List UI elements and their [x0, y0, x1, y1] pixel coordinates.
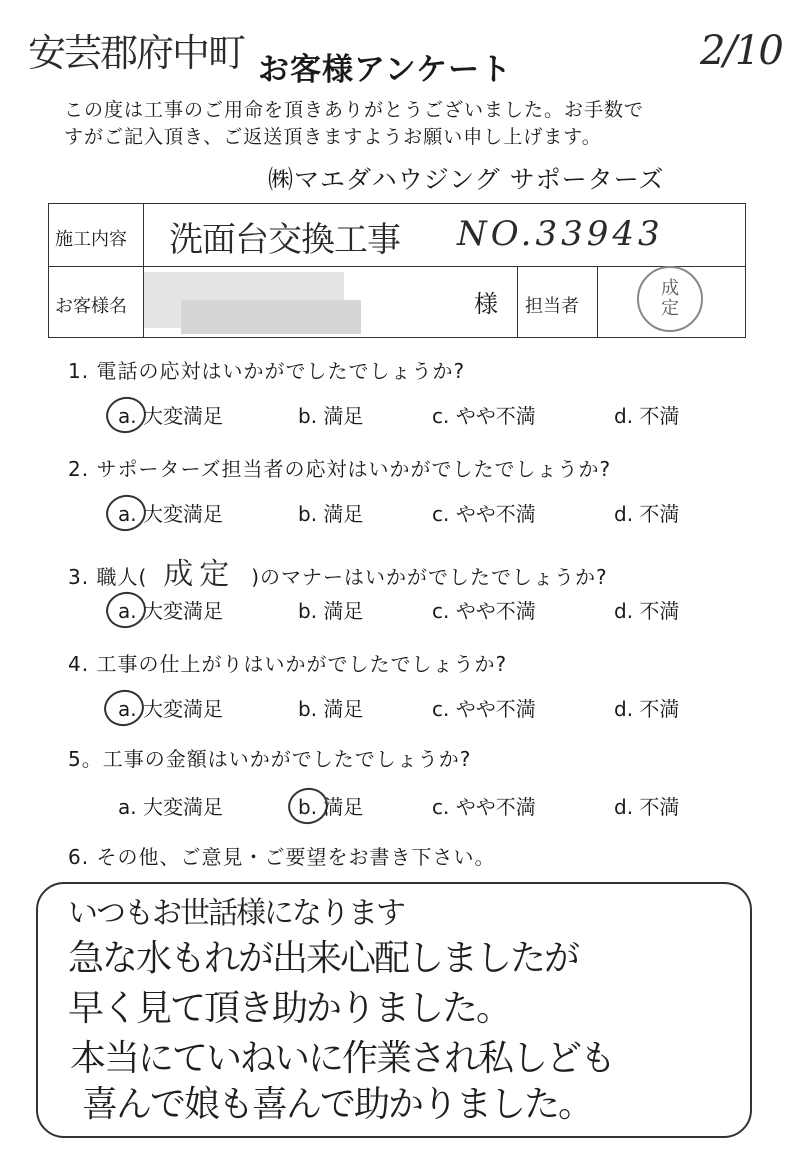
comment-line-1: いつもお世話様になります	[68, 896, 404, 931]
sama-suffix: 様	[474, 290, 498, 318]
q2-option-b[interactable]: b. 満足	[298, 502, 364, 526]
work-label: 施工内容	[55, 229, 127, 250]
q4-option-b[interactable]: b. 満足	[298, 697, 364, 721]
q4-option-d[interactable]: d. 不満	[614, 697, 680, 721]
staff-stamp	[637, 266, 703, 332]
question-4: 4. 工事の仕上がりはいかがでしたでしょうか?	[68, 652, 508, 676]
question-1: 1. 電話の応対はいかがでしたでしょうか?	[68, 359, 466, 383]
q1-option-d[interactable]: d. 不満	[614, 404, 680, 428]
q1-option-b[interactable]: b. 満足	[298, 404, 364, 428]
stamp-text-2: 定	[661, 298, 679, 319]
q3-option-c[interactable]: c. やや不満	[432, 599, 536, 623]
q1-option-a[interactable]: a. 大変満足	[118, 404, 223, 428]
comment-line-5: 喜んで娘も喜んで助かりました。	[82, 1084, 593, 1125]
comment-box[interactable]	[36, 882, 752, 1138]
q5-option-b[interactable]: b. 満足	[298, 795, 364, 819]
q5-option-d[interactable]: d. 不満	[614, 795, 680, 819]
question-6: 6. その他、ご意見・ご要望をお書き下さい。	[68, 845, 496, 869]
table-col-divider	[517, 266, 518, 337]
customer-name-redaction	[181, 300, 361, 334]
stamp-text-1: 成	[661, 278, 679, 299]
q2-option-a[interactable]: a. 大変満足	[118, 502, 223, 526]
handwritten-date: 2/10	[700, 28, 782, 74]
question-3-suffix: )のマナーはいかがでしたでしょうか?	[251, 565, 608, 589]
intro-line-1: この度は工事のご用命を頂きありがとうございました。お手数で	[64, 99, 645, 121]
company-name: ㈱マエダハウジング サポーターズ	[268, 165, 665, 194]
q3-option-a[interactable]: a. 大変満足	[118, 599, 223, 623]
q5-option-a[interactable]: a. 大変満足	[118, 795, 223, 819]
q4-option-a[interactable]: a. 大変満足	[118, 697, 223, 721]
question-3-prefix: 3. 職人(	[68, 565, 148, 589]
info-table	[48, 203, 746, 338]
q3-option-d[interactable]: d. 不満	[614, 599, 680, 623]
work-value: 洗面台交換工事	[169, 220, 400, 260]
comment-line-3: 早く見て頂き助かりました。	[68, 988, 511, 1029]
q2-option-c[interactable]: c. やや不満	[432, 502, 536, 526]
work-number: NO.33943	[457, 214, 664, 254]
question-3	[68, 549, 608, 593]
table-row-divider	[49, 266, 745, 267]
q3-option-b[interactable]: b. 満足	[298, 599, 364, 623]
staff-label: 担当者	[525, 296, 579, 317]
q2-option-d[interactable]: d. 不満	[614, 502, 680, 526]
comment-line-4: 本当にていねいに作業され私しども	[70, 1038, 615, 1079]
q1-option-c[interactable]: c. やや不満	[432, 404, 536, 428]
craftsman-name: 成定	[163, 557, 236, 592]
comment-line-2: 急な水もれが出来心配しましたが	[68, 938, 579, 979]
page-title: お客様アンケート	[258, 52, 513, 88]
q4-option-c[interactable]: c. やや不満	[432, 697, 536, 721]
question-5: 5。工事の金額はいかがでしたでしょうか?	[68, 747, 472, 771]
question-2: 2. サポーターズ担当者の応対はいかがでしたでしょうか?	[68, 457, 612, 481]
table-col-divider	[597, 266, 598, 337]
q5-option-c[interactable]: c. やや不満	[432, 795, 536, 819]
customer-label: お客様名	[55, 296, 127, 317]
intro-line-2: すがご記入頂き、ご返送頂きますようお願い申し上げます。	[64, 126, 602, 148]
handwritten-location: 安芸郡府中町	[28, 31, 245, 75]
